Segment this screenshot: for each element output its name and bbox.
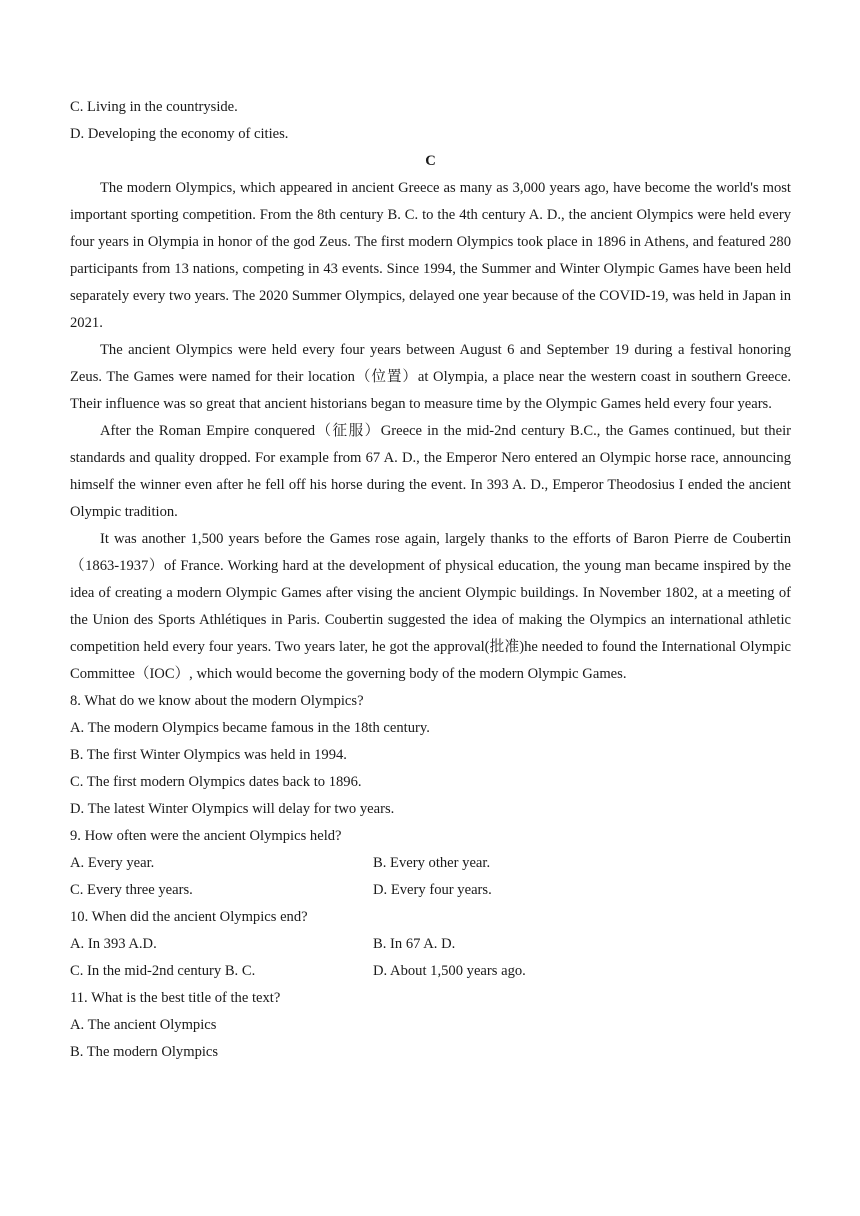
document-page <box>70 94 791 1066</box>
prev-option-d: D. Developing the economy of cities. <box>70 126 289 142</box>
question-8-option-c: C. The first modern Olympics dates back to 1896. <box>70 774 362 790</box>
question-9-option-d: D. Every four years. <box>373 882 492 898</box>
question-9: 9. How often were the ancient Olympics held? <box>70 828 342 844</box>
question-9-options-row-2 <box>70 877 791 904</box>
question-10-option-a: A. In 393 A.D. <box>70 936 157 952</box>
question-10-options-row-2 <box>70 958 791 985</box>
question-9-options-row-1 <box>70 850 791 877</box>
section-heading: C <box>425 153 436 169</box>
question-11-option-b: B. The modern Olympics <box>70 1044 219 1060</box>
passage-paragraph-4: It was another 1,500 years before the Games rose again, largely thanks to the efforts of Baron Pierre de Coubertin（1863-1937）of France. Working hard at the development of physical education, the young man became inspired by the idea of creating a modern Olympic Games after vising the ancient Olympic buildings. In November 1802, at a meeting of the Union des Sports Athlétiques in Paris. Coubertin suggested the idea of making the Olympics an international athletic competition held every four years. Two years later, he got the approval(批准)he needed to found the International Olympic Committee（IOC）, which would become the governing body of the modern Olympic Games. <box>70 531 791 682</box>
question-10: 10. When did the ancient Olympics end? <box>70 909 308 925</box>
question-9-option-b: B. Every other year. <box>373 855 491 871</box>
passage-paragraph-3: After the Roman Empire conquered（征服）Greece in the mid-2nd century B.C., the Games continued, but their standards and quality dropped. For example from 67 A. D., the Emperor Nero entered an Olympic horse race, announcing himself the winner even after he fell off his horse during the event. In 393 A. D., Emperor Theodosius I ended the ancient Olympic tradition. <box>70 423 791 520</box>
question-9-option-c: C. Every three years. <box>70 882 193 898</box>
question-11: 11. What is the best title of the text? <box>70 990 281 1006</box>
question-8: 8. What do we know about the modern Olympics? <box>70 693 364 709</box>
question-8-option-a: A. The modern Olympics became famous in the 18th century. <box>70 720 430 736</box>
question-10-option-d: D. About 1,500 years ago. <box>373 963 526 979</box>
question-9-option-a: A. Every year. <box>70 855 155 871</box>
passage-paragraph-2: The ancient Olympics were held every four years between August 6 and September 19 during a festival honoring Zeus. The Games were named for their location（位置）at Olympia, a place near the western coast in southern Greece. Their influence was so great that ancient historians began to measure time by the Olympic Games held every four years. <box>70 342 791 412</box>
prev-option-c: C. Living in the countryside. <box>70 99 238 115</box>
question-8-option-d: D. The latest Winter Olympics will delay for two years. <box>70 801 395 817</box>
question-10-options-row-1 <box>70 931 791 958</box>
question-8-option-b: B. The first Winter Olympics was held in 1994. <box>70 747 347 763</box>
question-10-option-b: B. In 67 A. D. <box>373 936 456 952</box>
question-10-option-c: C. In the mid-2nd century B. C. <box>70 963 256 979</box>
passage-paragraph-1: The modern Olympics, which appeared in ancient Greece as many as 3,000 years ago, have become the world's most important sporting competition. From the 8th century B. C. to the 4th century A. D., the ancient Olympics were held every four years in Olympia in honor of the god Zeus. The first modern Olympics took place in 1896 in Athens, and featured 280 participants from 13 nations, competing in 43 events. Since 1994, the Summer and Winter Olympic Games have been held separately every two years. The 2020 Summer Olympics, delayed one year because of the COVID-19, was held in Japan in 2021. <box>70 180 791 331</box>
question-11-option-a: A. The ancient Olympics <box>70 1017 217 1033</box>
